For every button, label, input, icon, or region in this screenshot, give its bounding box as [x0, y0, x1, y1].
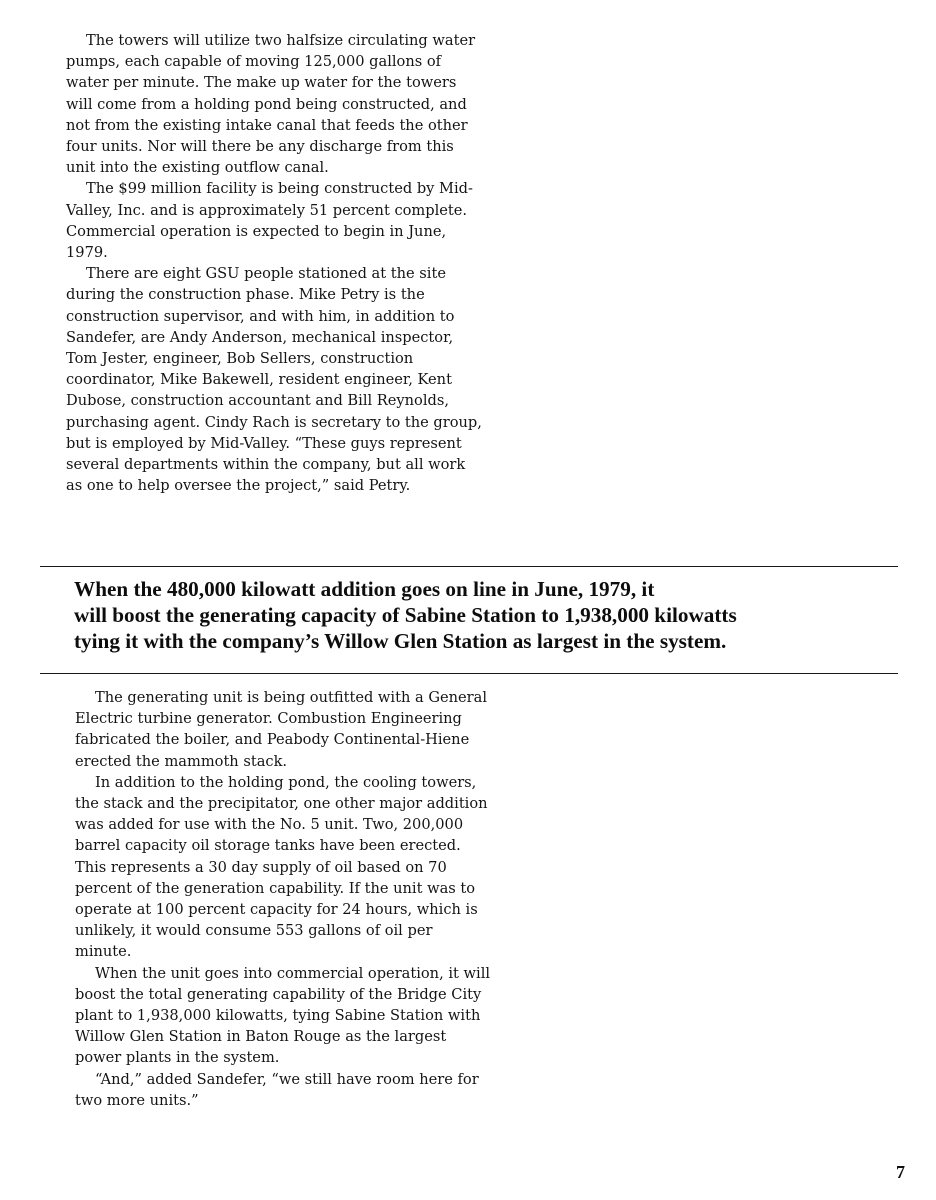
article-column-top	[66, 30, 484, 496]
pull-quote-line: When the 480,000 kilowatt addition goes on line in June, 1979, it	[74, 577, 655, 601]
article-column-bottom	[75, 687, 493, 1111]
pull-quote-line: will boost the generating capacity of Sabine Station to 1,938,000 kilowatts	[74, 603, 737, 627]
paragraph-oil-storage: In addition to the holding pond, the cooling towers, the stack and the precipitator, one other major addition was added for use with the No. 5 unit. Two, 200,000 barrel capacity oil storage tanks have been erected. This represents a 30 day supply of oil based on 70 percent of the generation capability. If the unit was to operate at 100 percent capacity for 24 hours, which is unlikely, it would consume 553 gallons of oil per minute.	[75, 773, 488, 961]
paragraph-generator: The generating unit is being outfitted with a General Electric turbine generator. Combustion Engineering fabricated the boiler, and Peabody Continental-Hiene erected the mammoth stack.	[75, 689, 488, 770]
pull-quote	[74, 576, 894, 654]
pull-quote-bottom-rule	[40, 673, 898, 674]
paragraph-site-staff: There are eight GSU people stationed at the site during the construction phase. Mike Petry is the construction supervisor, and with him, in addition to Sandefer, are Andy Anderson, mechanical inspector, Tom Jester, engineer, Bob Sellers, construction coordinator, Mike Bakewell, resident engineer, Kent Dubose, construction accountant and Bill Reynolds, purchasing agent. Cindy Rach is secretary to the group, but is employed by Mid-Valley. “These guys represent several departments within the company, but all work as one to help oversee the project,” said Petry.	[66, 265, 482, 495]
paragraph-facility-cost: The $99 million facility is being constructed by Mid-Valley, Inc. and is approximately 51 percent complete. Commercial operation is expected to begin in June, 1979.	[66, 180, 473, 262]
pull-quote-top-rule	[40, 566, 898, 567]
page-number: 7	[896, 1162, 905, 1182]
paragraph-closing-quote: “And,” added Sandefer, “we still have room here for two more units.”	[75, 1070, 479, 1109]
pull-quote-line: tying it with the company’s Willow Glen Station as largest in the system.	[74, 629, 727, 653]
paragraph-cooling-towers: The towers will utilize two halfsize circulating water pumps, each capable of moving 125,000 gallons of water per minute. The make up water for the towers will come from a holding pond being constructed, and not from the existing intake canal that feeds the other four units. Nor will there be any discharge from this unit into the existing outflow canal.	[66, 32, 476, 177]
paragraph-capacity: When the unit goes into commercial operation, it will boost the total generating capability of the Bridge City plant to 1,938,000 kilowatts, tying Sabine Station with Willow Glen Station in Baton Rouge as the largest power plants in the system.	[75, 964, 491, 1067]
